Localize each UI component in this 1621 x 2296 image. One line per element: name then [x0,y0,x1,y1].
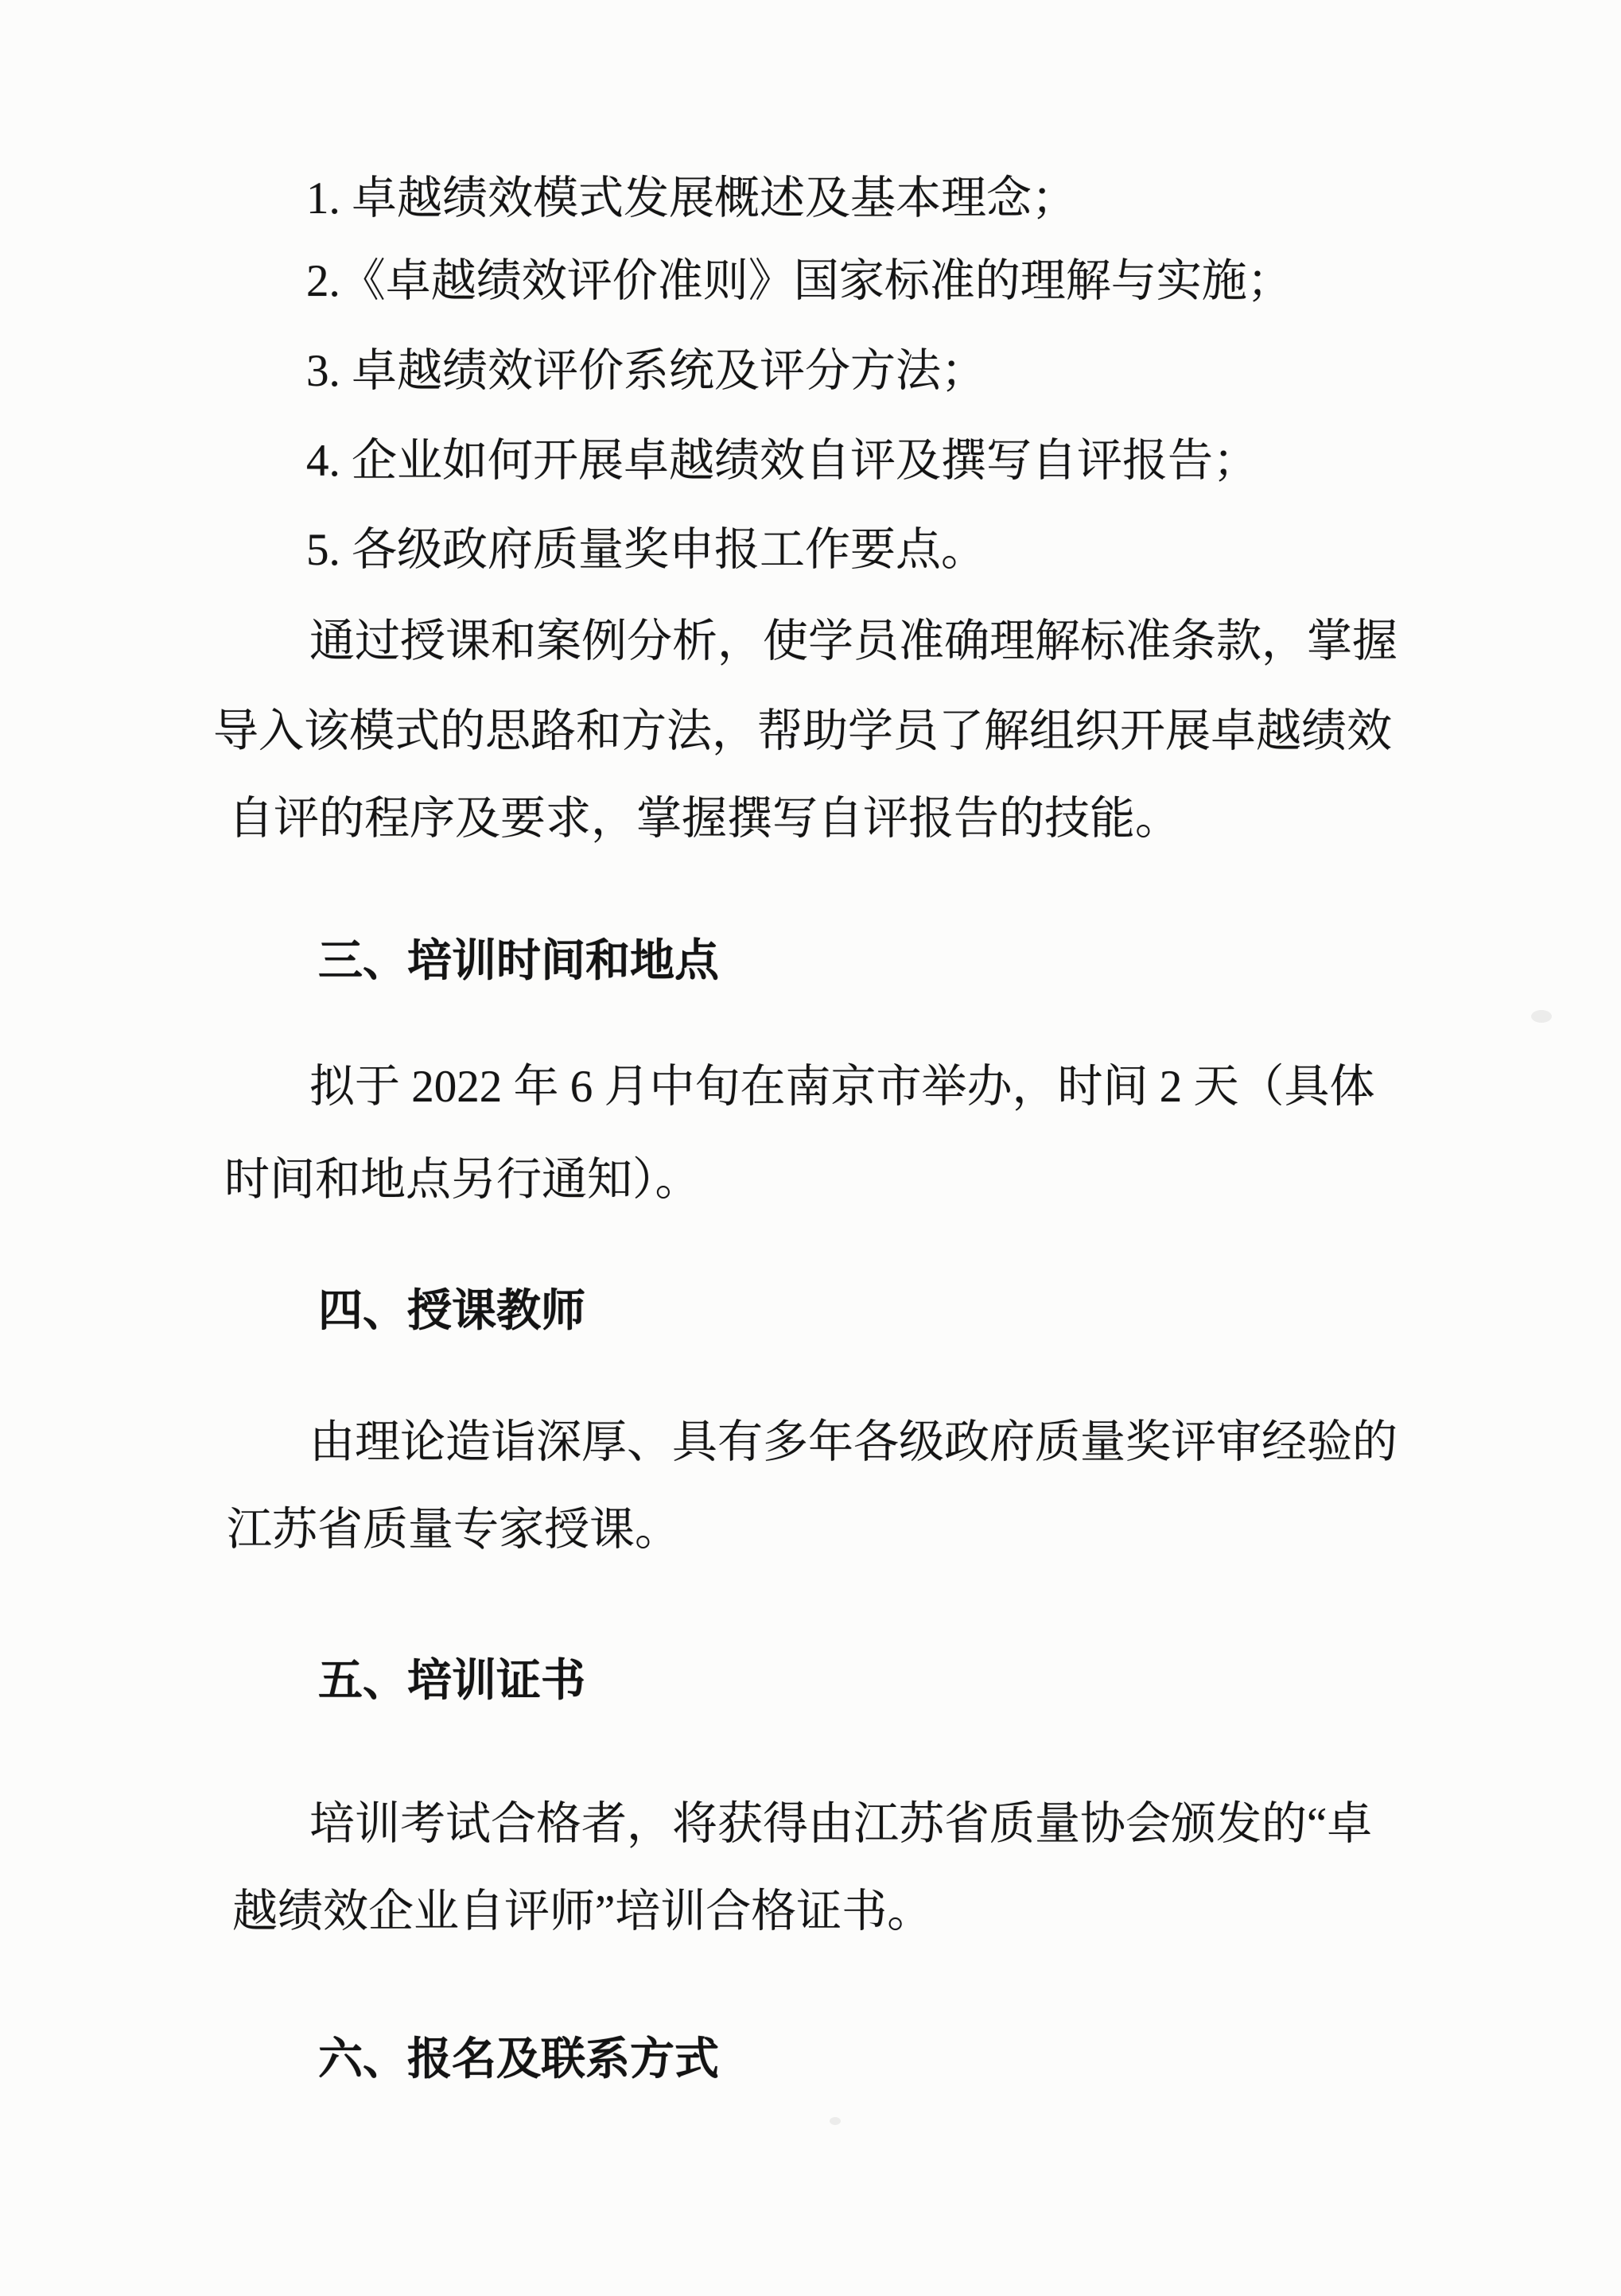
certificate-paragraph-line: 培训考试合格者，将获得由江苏省质量协会颁发的“卓 [309,1799,1373,1849]
teachers-paragraph-line: 由理论造诣深厚、具有多年各级政府质量奖评审经验的 [309,1417,1397,1467]
scan-speckle [830,2117,841,2125]
time-place-paragraph-line: 拟于 2022 年 6 月中旬在南京市举办，时间 2 天（具体 [309,1062,1375,1112]
section-heading-teachers: 四、授课教师 [318,1285,585,1335]
outline-item-3: 3. 卓越绩效评价系统及评分方法； [306,346,986,396]
summary-paragraph-line: 导入该模式的思路和方法，帮助学员了解组织开展卓越绩效 [213,706,1392,756]
section-heading-registration: 六、报名及联系方式 [318,2034,719,2084]
time-place-paragraph-line: 时间和地点另行通知）。 [224,1155,701,1205]
outline-item-1: 1. 卓越绩效模式发展概述及基本理念； [306,173,1077,223]
summary-paragraph-line: 通过授课和案例分析，使学员准确理解标准条款，掌握 [309,616,1397,666]
outline-item-2: 2.《卓越绩效评价准则》国家标准的理解与实施； [306,256,1293,306]
scan-speckle [1531,1010,1552,1023]
section-heading-certificate: 五、培训证书 [318,1655,585,1705]
outline-item-5: 5. 各级政府质量奖申报工作要点。 [306,525,986,575]
section-heading-time-place: 三、培训时间和地点 [318,935,719,985]
certificate-paragraph-line: 越绩效企业自评师”培训合格证书。 [232,1886,933,1937]
summary-paragraph-line: 自评的程序及要求，掌握撰写自评报告的技能。 [228,794,1180,844]
teachers-paragraph-line: 江苏省质量专家授课。 [227,1505,680,1555]
outline-item-4: 4. 企业如何开展卓越绩效自评及撰写自评报告； [306,436,1258,486]
